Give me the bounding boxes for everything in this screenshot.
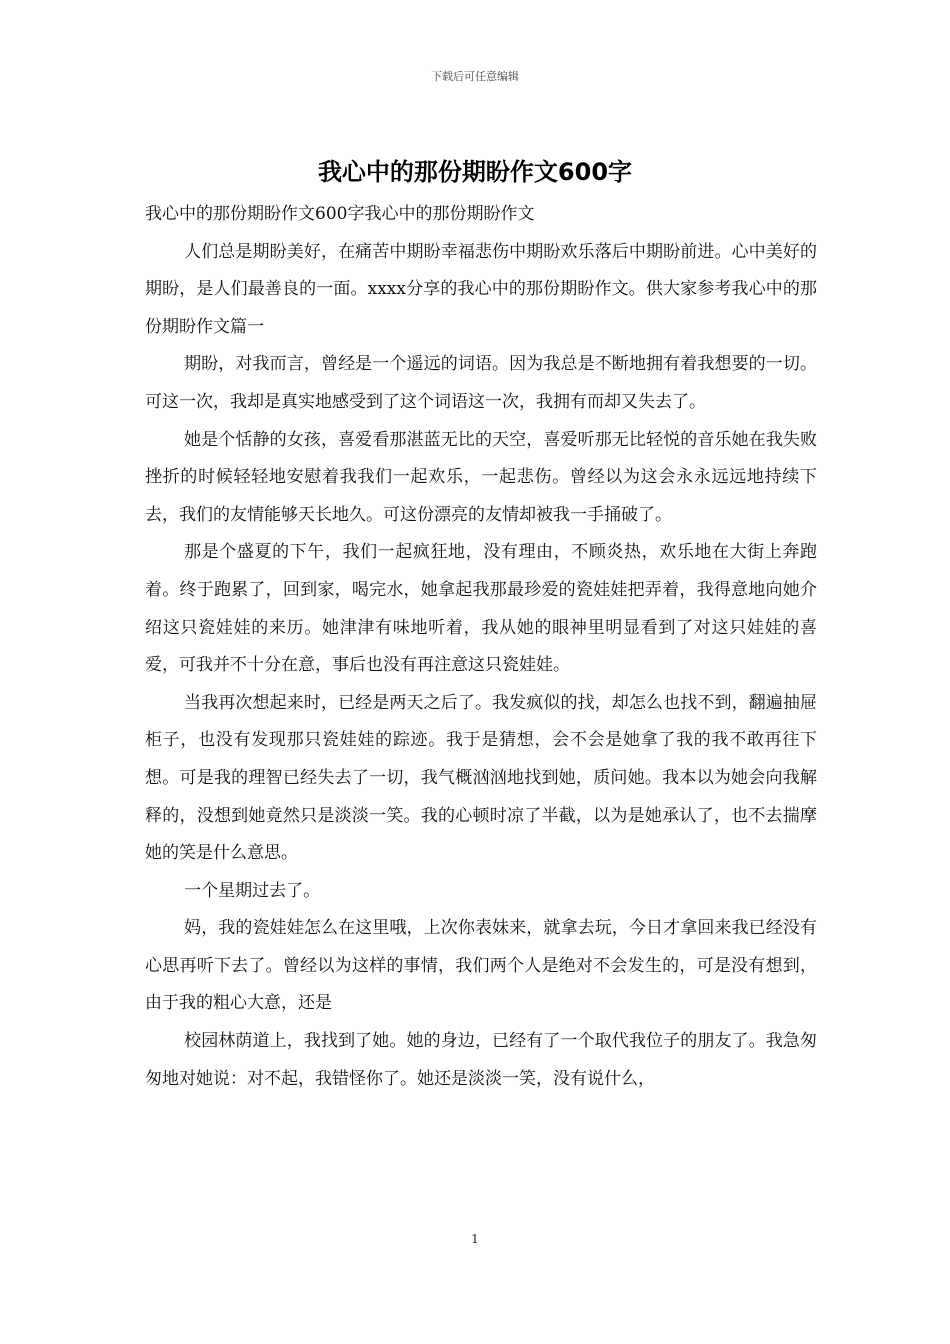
- page-number: 1: [471, 1232, 479, 1246]
- paragraph-8: 校园林荫道上，我找到了她。她的身边，已经有了一个取代我位子的朋友了。我急匆匆地对她说：对不起，我错怪你了。她还是淡淡一笑，没有说什么，: [145, 1031, 817, 1089]
- paragraph-1: 人们总是期盼美好，在痛苦中期盼幸福悲伤中期盼欢乐落后中期盼前进。心中美好的期盼，是人们最善良的一面。xxxx分享的我心中的那份期盼作文。供大家参考我心中的那份期盼作文篇一: [145, 241, 817, 337]
- paragraph-7: 妈，我的瓷娃娃怎么在这里哦，上次你表妹来，就拿去玩，今日才拿回来我已经没有心思再听下去了。曾经以为这样的事情，我们两个人是绝对不会发生的，可是没有想到，由于我的粗心大意，还是: [145, 918, 817, 1014]
- subtitle-line: 我心中的那份期盼作文600字我心中的那份期盼作文: [145, 204, 535, 224]
- paragraph-4: 那是个盛夏的下午，我们一起疯狂地，没有理由，不顾炎热，欢乐地在大街上奔跑着。终于跑累了，回到家，喝完水，她拿起我那最珍爱的瓷娃娃把弄着，我得意地向她介绍这只瓷娃娃的来历。她津津有味地听着，我从她的眼神里明显看到了对这只娃娃的喜爱，可我并不十分在意，事后也没有再注意这只瓷娃娃。: [145, 542, 817, 676]
- paragraph-6: 一个星期过去了。: [184, 880, 321, 901]
- page-header: 下载后可任意编辑: [431, 70, 519, 83]
- paragraph-2: 期盼，对我而言，曾经是一个遥远的词语。因为我总是不断地拥有着我想要的一切。可这一次，我却是真实地感受到了这个词语这一次，我拥有而却又失去了。: [145, 354, 817, 412]
- document-body: [145, 196, 817, 1098]
- document-title: 我心中的那份期盼作文600字: [317, 158, 633, 186]
- paragraph-5: 当我再次想起来时，已经是两天之后了。我发疯似的找，却怎么也找不到，翻遍抽屉柜子，也没有发现那只瓷娃娃的踪迹。我于是猜想，会不会是她拿了我的我不敢再往下想。可是我的理智已经失去了一切，我气概汹汹地找到她，质问她。我本以为她会向我解释的，没想到她竟然只是淡淡一笑。我的心顿时凉了半截，以为是她承认了，也不去揣摩她的笑是什么意思。: [145, 692, 817, 864]
- paragraph-3: 她是个恬静的女孩，喜爱看那湛蓝无比的天空，喜爱听那无比轻悦的音乐她在我失败挫折的时候轻轻地安慰着我我们一起欢乐，一起悲伤。曾经以为这会永永远远地持续下去，我们的友情能够天长地久。可这份漂亮的友情却被我一手捅破了。: [145, 429, 817, 525]
